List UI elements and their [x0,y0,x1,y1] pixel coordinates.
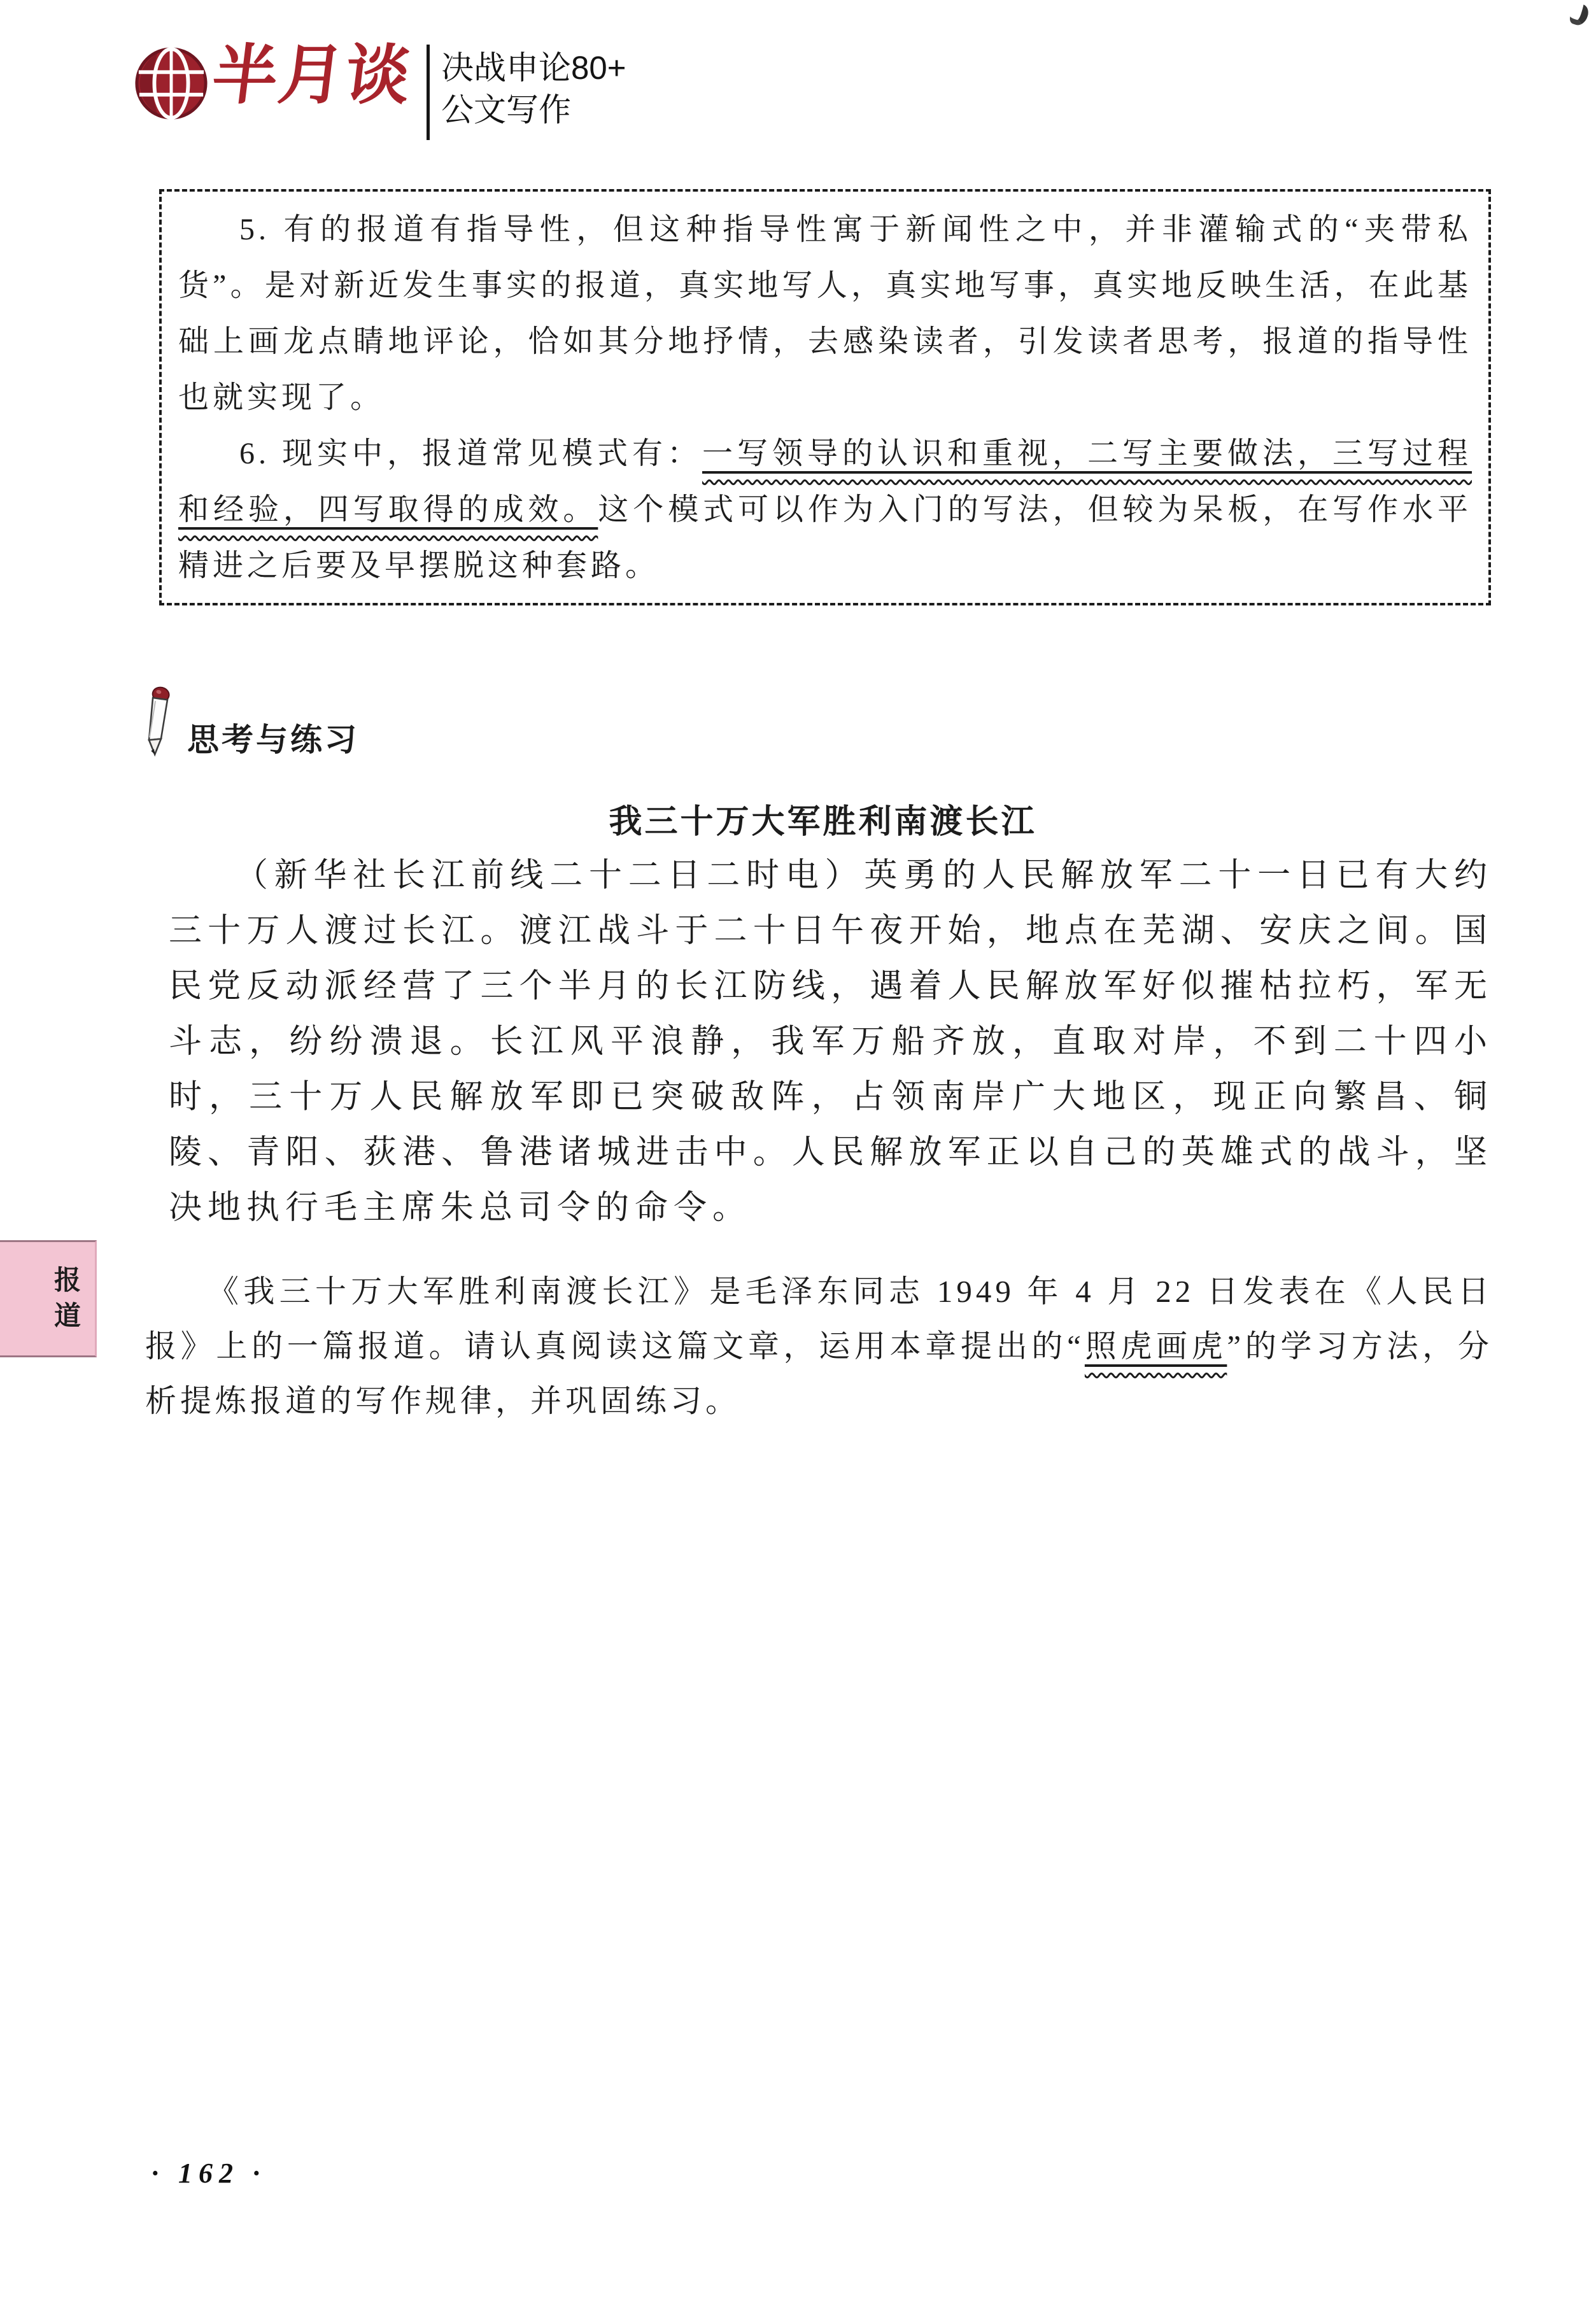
summary-item-5 [178,202,1472,426]
header-subtitle [441,47,626,131]
article-body: （新华社长江前线二十二日二时电）英勇的人民解放军二十一日已有大约三十万人渡过长江。渡江战斗于二十日午夜开始，地点在芜湖、安庆之间。国民党反动派经营了三个半月的长江防线，遇着人民解放军好似摧枯拉朽，军无斗志，纷纷溃退。长江风平浪静，我军万船齐放，直取对岸，不到二十四小时，三十万人民解放军即已突破敌阵，占领南岸广大地区，现正向繁昌、铜陵、青阳、荻港、鲁港诸城进击中。人民解放军正以自己的英雄式的战斗，坚决地执行毛主席朱总司令的命令。 [169,858,1493,1226]
summary-item-5-text: 5. 有的报道有指导性，但这种指导性寓于新闻性之中，并非灌输式的“夹带私货”。是对新近发生事实的报道，真实地写人，真实地写事，真实地反映生活，在此基础上画龙点睛地评论，恰如其分地抒情，去感染读者，引发读者思考，报道的指导性也就实现了。 [178,213,1472,414]
summary-item-6-highlight: 一写领导的认识和重视，二写主要做法，三写过程和经验，四写取得的成效。 [178,437,1472,527]
brand-name: 半月谈 [208,40,416,112]
globe-logo-icon [134,45,209,122]
summary-box [159,189,1491,605]
closing-underlined [1085,1329,1227,1364]
category-title: 公文写作 [441,92,572,128]
closing-highlight: 照虎画虎 [1084,1329,1227,1364]
side-tab-char-2: 道 [53,1302,81,1331]
series-title: 决战申论80+ [441,50,626,86]
page-header [134,39,626,140]
scan-artifact [1568,2,1590,27]
exercise-heading [136,686,359,763]
summary-item-6 [178,426,1472,594]
closing-part1: 《我三十万大军胜利南渡长江》是毛泽东同志 1949 年 4 月 22 日发表在《人民日报》上的一篇报道。请认真阅读这篇文章，运用本章提出的“ [145,1274,1493,1364]
side-tab-char-1: 报 [53,1266,81,1296]
header-divider [427,45,430,140]
article-title: 我三十万大军胜利南渡长江 [609,804,1037,840]
chapter-side-tab [0,1240,97,1357]
closing-part2: ”的学习方法，分析提炼报道的写作规律，并巩固练习。 [145,1329,1494,1418]
page-number: · 162 · [152,2158,266,2189]
pen-icon [136,686,186,763]
summary-item-6-prefix: 6. 现实中，报道常见模式有： [239,437,702,470]
summary-item-6-suffix: 这个模式可以作为入门的写法，但较为呆板，在写作水平精进之后要及早摆脱这种套路。 [178,493,1472,583]
exercise-title: 思考与练习 [187,722,359,758]
closing-paragraph [145,1264,1493,1429]
